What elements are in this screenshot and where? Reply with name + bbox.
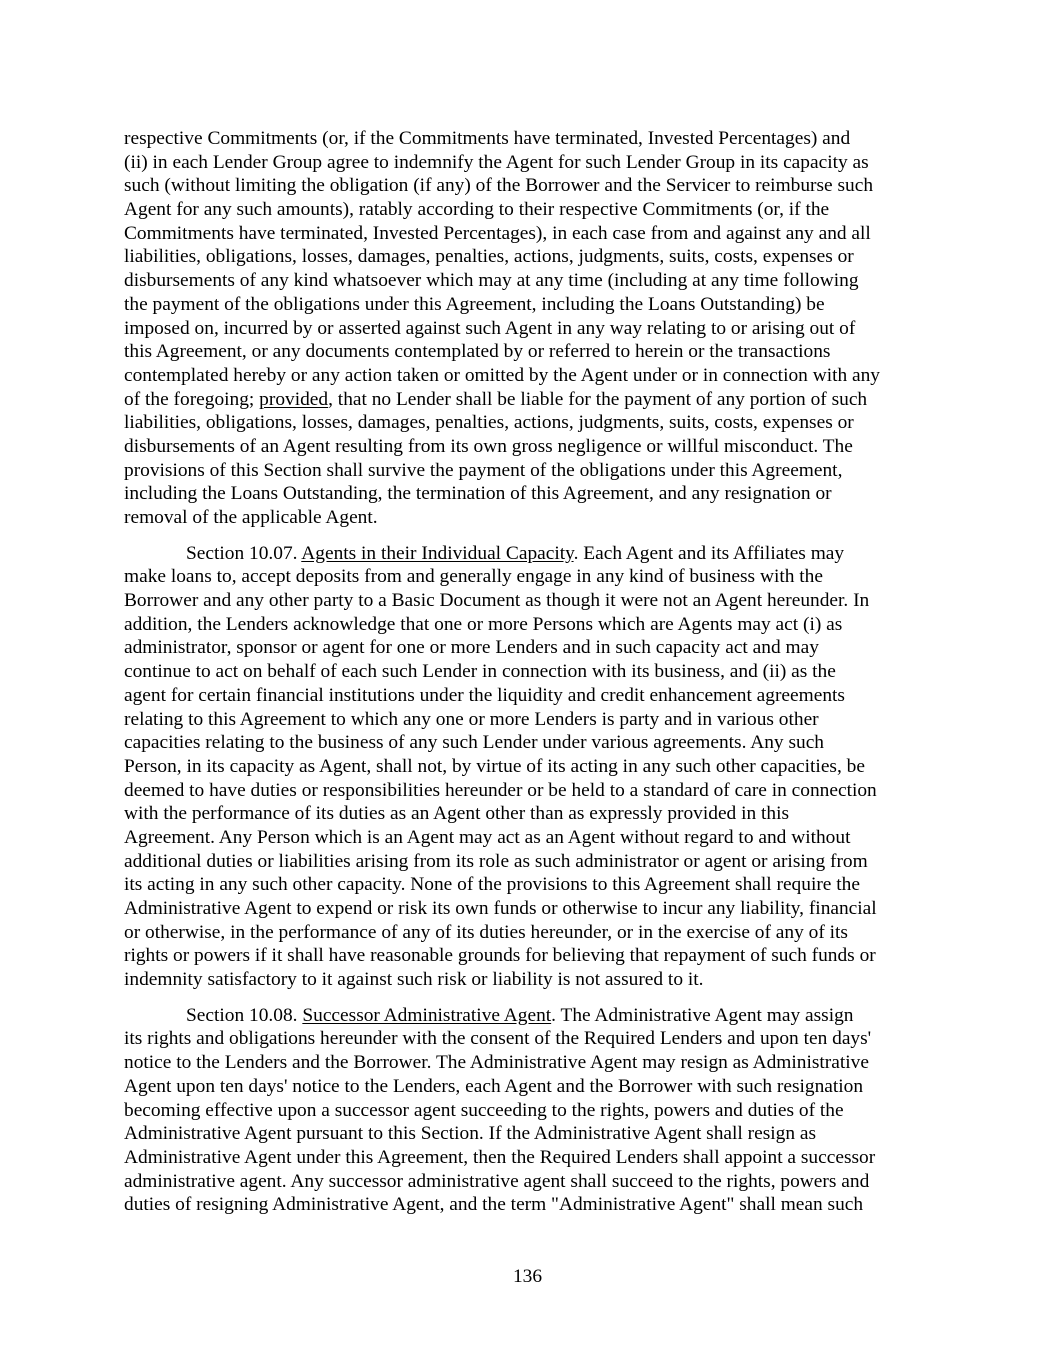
- text-line: agent for certain financial institutions under the liquidity and credit enhancement agreements: [124, 684, 845, 706]
- text-line: continue to act on behalf of each such Lender in connection with its business, and (ii) as the: [124, 661, 836, 683]
- text-line: addition, the Lenders acknowledge that one or more Persons which are Agents may act (i) as: [124, 613, 843, 635]
- text-line: duties of resigning Administrative Agent, and the term "Administrative Agent" shall mean such: [124, 1194, 864, 1216]
- paragraph-gap: [124, 992, 934, 1004]
- text-line: rights or powers if it shall have reasonable grounds for believing that repayment of such funds or: [124, 945, 876, 967]
- text-line: Commitments have terminated, Invested Percentages), in each case from and against any and all: [124, 222, 871, 244]
- text-line: Agent upon ten days' notice to the Lenders, each Agent and the Borrower with such resignation: [124, 1075, 864, 1097]
- text-line: indemnity satisfactory to it against such risk or liability is not assured to it.: [124, 969, 704, 991]
- text-line: administrator, sponsor or agent for one or more Lenders and in such capacity act and may: [124, 637, 819, 659]
- text-line: this Agreement, or any documents contemplated by or referred to herein or the transactions: [124, 341, 831, 363]
- provided-term: provided: [259, 388, 329, 410]
- text-line: its acting in any such other capacity. None of the provisions to this Agreement shall require the: [124, 874, 860, 896]
- text-line: imposed on, incurred by or asserted against such Agent in any way relating to or arising out of: [124, 317, 856, 339]
- text-line: deemed to have duties or responsibilities hereunder or be held to a standard of care in connection: [124, 779, 877, 801]
- text-line: disbursements of an Agent resulting from its own gross negligence or willful misconduct. The: [124, 435, 853, 457]
- section-number: Section 10.07.: [186, 542, 302, 564]
- text-line: Administrative Agent to expend or risk its own funds or otherwise to incur any liability, financial: [124, 898, 877, 919]
- text-line: Person, in its capacity as Agent, shall not, by virtue of its acting in any such other capacities, be: [124, 755, 865, 777]
- section-heading-line: [124, 542, 934, 566]
- text-line: administrative agent. Any successor administrative agent shall succeed to the rights, powers and: [124, 1170, 870, 1192]
- document-body: [124, 127, 934, 1217]
- text-line: contemplated hereby or any action taken or omitted by the Agent under or in connection with any: [124, 364, 881, 386]
- section-title: Successor Administrative Agent: [302, 1004, 552, 1026]
- text-line: including the Loans Outstanding, the termination of this Agreement, and any resignation or: [124, 483, 832, 505]
- paragraph-indemnification-continuation: [124, 127, 934, 530]
- text-line-provided: [124, 388, 934, 412]
- section-heading-line: [124, 1004, 934, 1028]
- text-line: respective Commitments (or, if the Commitments have terminated, Invested Percentages) and: [124, 128, 851, 149]
- text-line: becoming effective upon a successor agent succeeding to the rights, powers and duties of the: [124, 1099, 844, 1121]
- text-line: the payment of the obligations under this Agreement, including the Loans Outstanding) be: [124, 293, 825, 315]
- paragraph-gap: [124, 530, 934, 542]
- text-line: Agent for any such amounts), ratably according to their respective Commitments (or, if the: [124, 199, 830, 221]
- text-line: liabilities, obligations, losses, damages, penalties, actions, judgments, suits, costs, expenses or: [124, 246, 854, 268]
- section-title: Agents in their Individual Capacity: [301, 542, 574, 564]
- text-line: make loans to, accept deposits from and generally engage in any kind of business with the: [124, 566, 823, 588]
- text-line: removal of the applicable Agent.: [124, 507, 378, 528]
- text-line: notice to the Lenders and the Borrower. The Administrative Agent may resign as Administrative: [124, 1052, 869, 1074]
- text-line: Administrative Agent pursuant to this Section. If the Administrative Agent shall resign as: [124, 1123, 817, 1145]
- text-fragment: , that no Lender shall be liable for the payment of any portion of such: [328, 388, 868, 410]
- text-line: Administrative Agent under this Agreement, then the Required Lenders shall appoint a successor: [124, 1146, 876, 1168]
- text-line: additional duties or liabilities arising from its role as such administrator or agent or arising from: [124, 850, 868, 872]
- text-line: Agreement. Any Person which is an Agent may act as an Agent without regard to and without: [124, 826, 851, 848]
- page-number: 136: [512, 1266, 543, 1287]
- text-fragment: . Each Agent and its Affiliates may: [573, 542, 845, 564]
- section-10-08: [124, 1004, 934, 1217]
- text-line: disbursements of any kind whatsoever which may at any time (including at any time following: [124, 270, 859, 292]
- text-fragment: of the foregoing;: [124, 388, 260, 410]
- text-line: with the performance of its duties as an Agent other than as expressly provided in this: [124, 803, 790, 825]
- text-line: or otherwise, in the performance of any of its duties hereunder, or in the exercise of any of its: [124, 921, 848, 943]
- text-line: liabilities, obligations, losses, damages, penalties, actions, judgments, suits, costs, expenses or: [124, 412, 854, 434]
- text-fragment: . The Administrative Agent may assign: [551, 1004, 854, 1026]
- text-line: (ii) in each Lender Group agree to indemnify the Agent for such Lender Group in its capacity as: [124, 151, 869, 173]
- text-line: relating to this Agreement to which any one or more Lenders is party and in various other: [124, 708, 819, 730]
- text-line: capacities relating to the business of any such Lender under various agreements. Any such: [124, 732, 825, 754]
- section-10-07: [124, 542, 934, 992]
- text-line: Borrower and any other party to a Basic Document as though it were not an Agent hereunder. In: [124, 590, 870, 612]
- section-number: Section 10.08.: [186, 1004, 303, 1026]
- text-line: its rights and obligations hereunder with the consent of the Required Lenders and upon ten days': [124, 1028, 872, 1050]
- text-line: provisions of this Section shall survive the payment of the obligations under this Agreement,: [124, 459, 843, 481]
- text-line: such (without limiting the obligation (if any) of the Borrower and the Servicer to reimburse such: [124, 175, 874, 197]
